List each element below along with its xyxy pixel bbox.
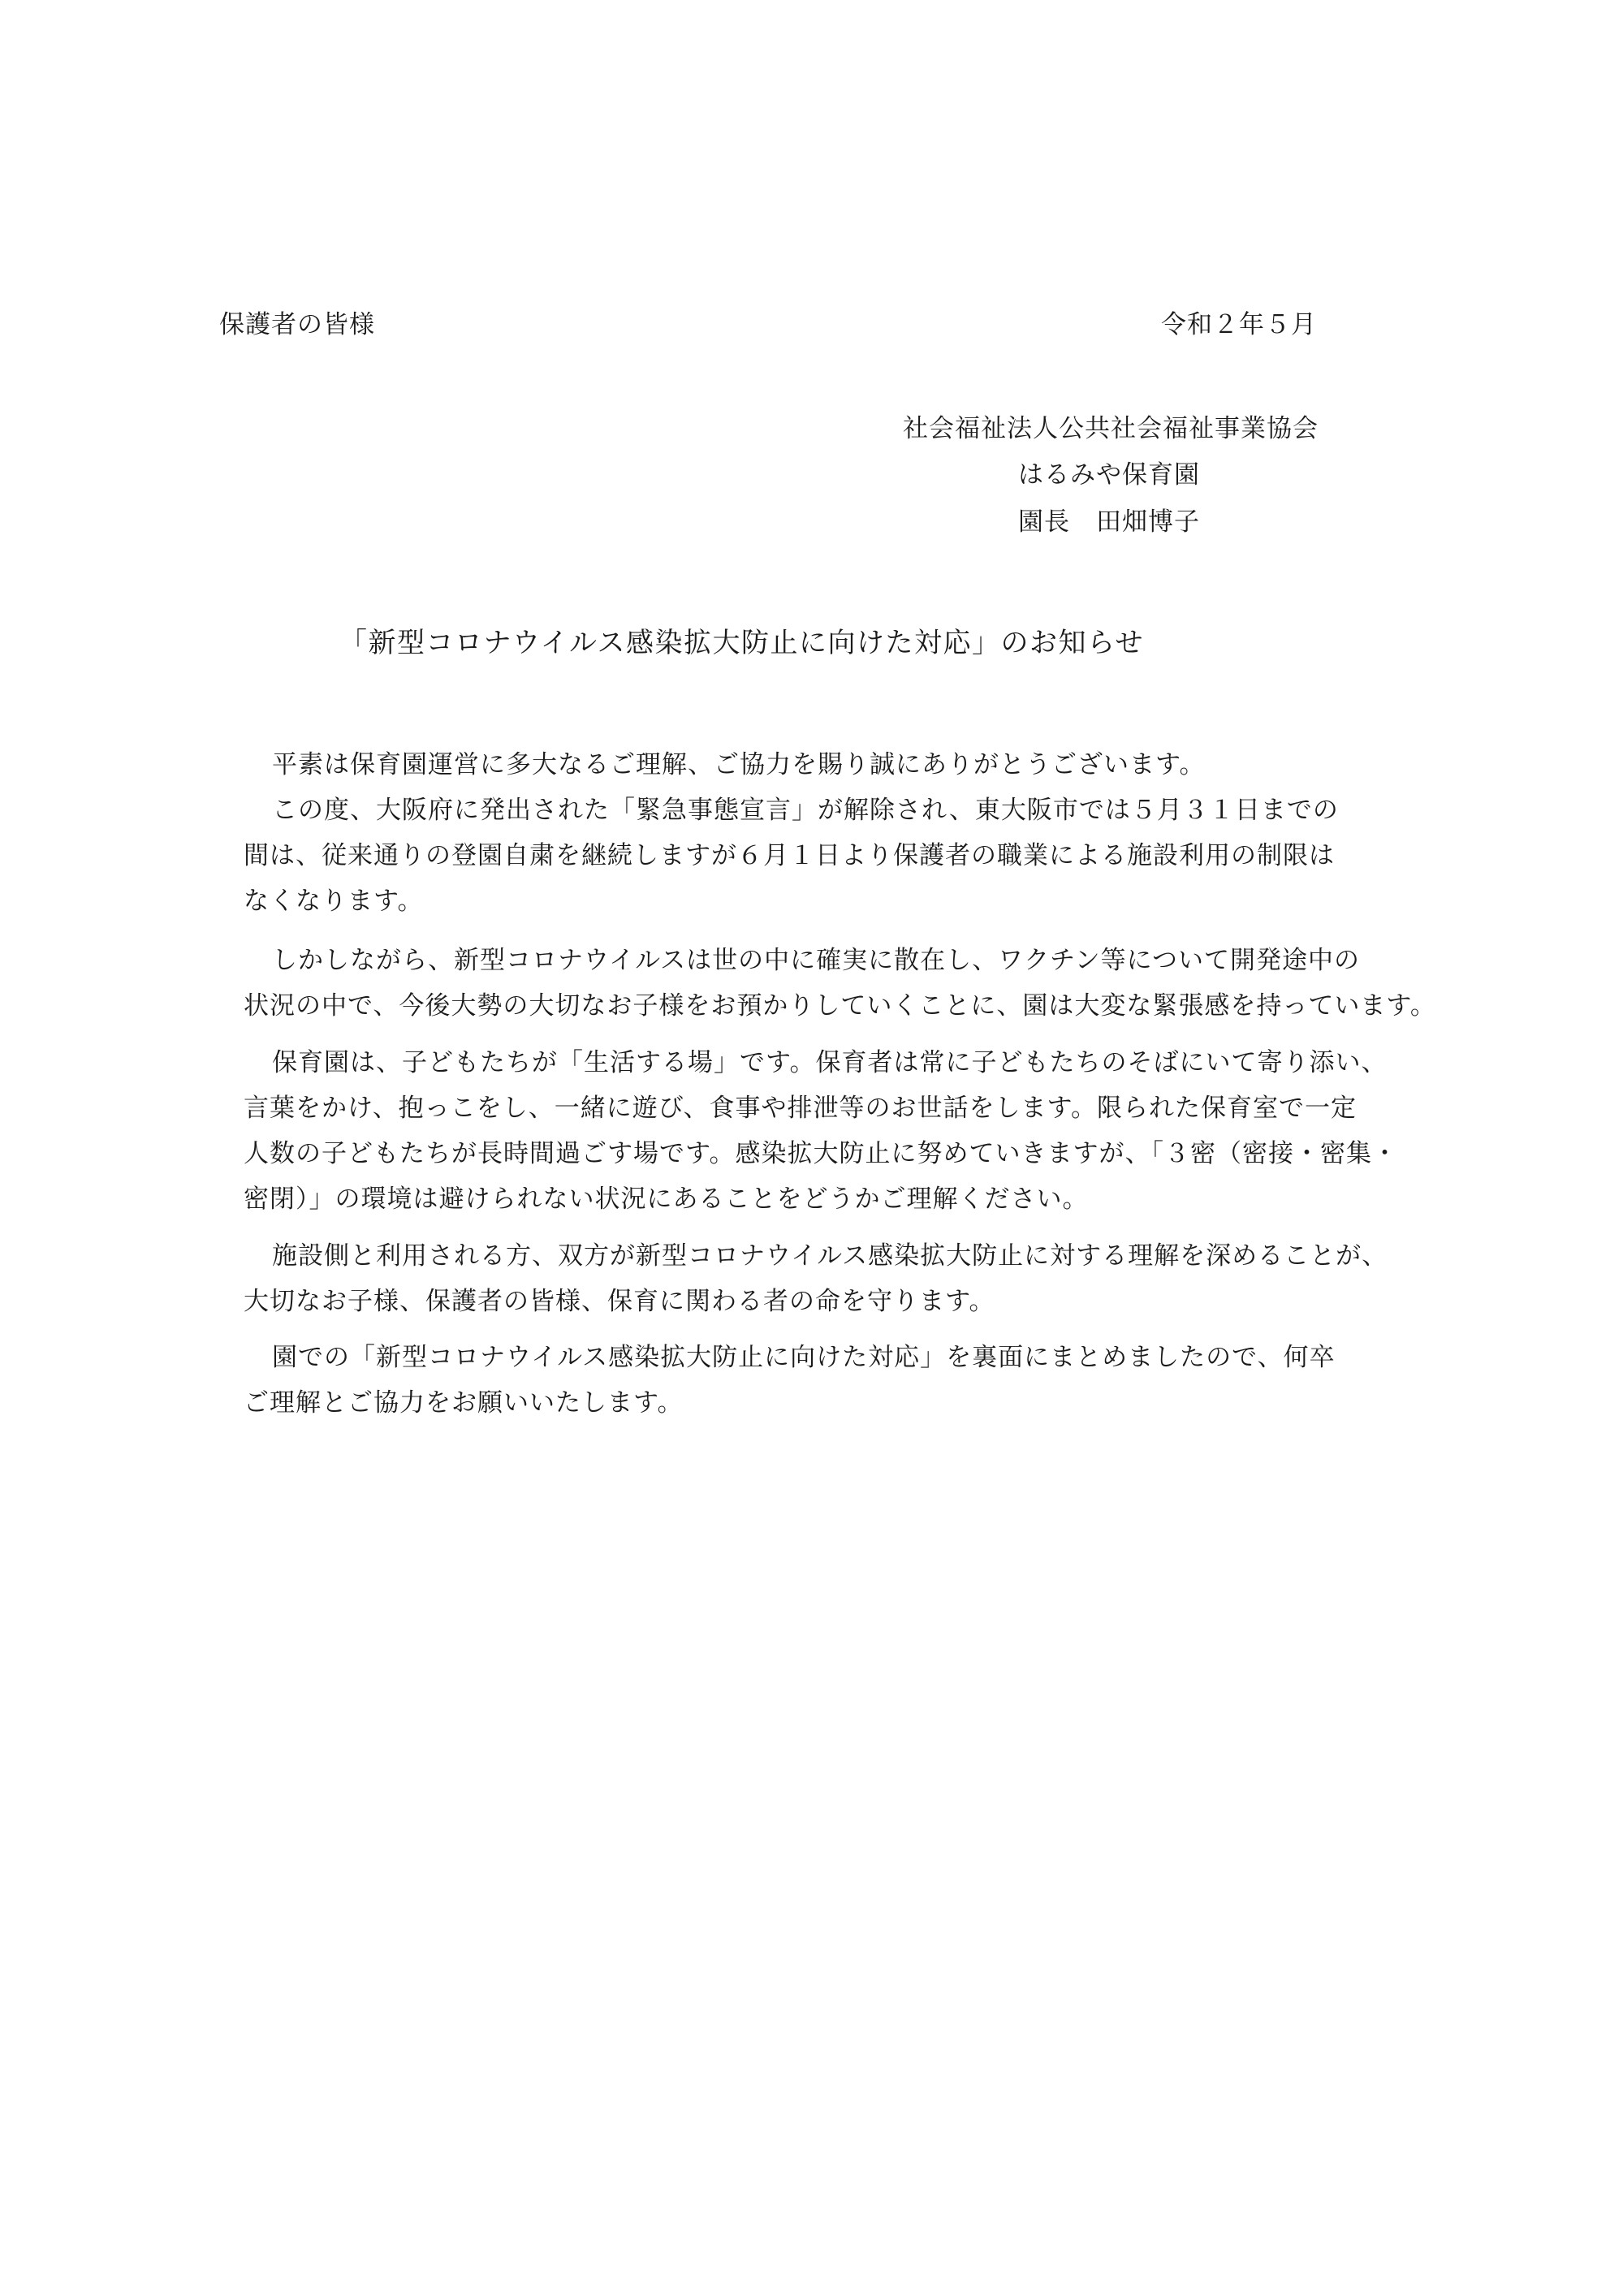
body-line: 状況の中で、今後大勢の大切なお子様をお預かりしていくことに、園は大変な緊張感を持っています。 [244,991,1436,1021]
recipient-line: 保護者の皆様 [219,310,375,339]
body-line: 言葉をかけ、抱っこをし、一緒に遊び、食事や排泄等のお世話をします。限られた保育室で一定 [244,1094,1358,1123]
sender-organization: 社会福祉法人公共社会福祉事業協会 [903,414,1319,443]
body-line: なくなります。 [244,887,424,916]
sender-director: 園長 田畑博子 [1018,507,1200,537]
body-line: 大切なお子様、保護者の皆様、保育に関わる者の命を守ります。 [244,1287,995,1316]
sender-school: はるみや保育園 [1018,460,1200,490]
body-line: ご理解とご協力をお願いいたします。 [244,1388,684,1418]
body-line: 施設側と利用される方、双方が新型コロナウイルス感染拡大防止に対する理解を深めることが、 [272,1241,1388,1271]
body-line: 保育園は、子どもたちが「生活する場」です。保育者は常に子どもたちのそばにいて寄り添い、 [272,1048,1388,1077]
body-line: 平素は保育園運営に多大なるご理解、ご協力を賜り誠にありがとうございます。 [272,750,1206,779]
body-line: 人数の子どもたちが長時間過ごす場です。感染拡大防止に努めていきますが、「３密（密接・密集・ [244,1139,1399,1168]
body-line: 園での「新型コロナウイルス感染拡大防止に向けた対応」を裏面にまとめましたので、何卒 [272,1343,1336,1372]
body-line: 密閉）」の環境は避けられない状況にあることをどうかご理解ください。 [244,1185,1089,1214]
body-line: しかしながら、新型コロナウイルスは世の中に確実に散在し、ワクチン等について開発途中の [272,946,1360,975]
document-title: 「新型コロナウイルス感染拡大防止に向けた対応」のお知らせ [339,627,1144,659]
date-line: 令和２年５月 [1161,310,1317,339]
body-line: 間は、従来通りの登園自粛を継続しますが６月１日より保護者の職業による施設利用の制限は [244,841,1335,870]
body-line: この度、大阪府に発出された「緊急事態宣言」が解除され、東大阪市では５月３１日までの [272,796,1339,825]
